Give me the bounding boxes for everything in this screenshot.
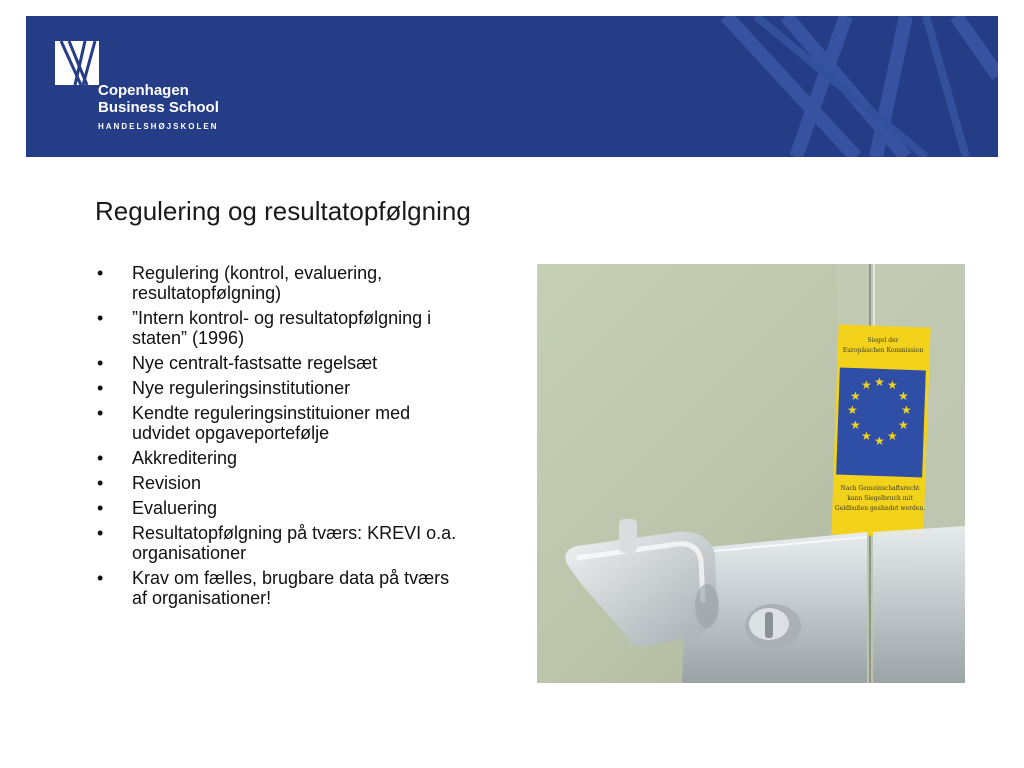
- list-item: [95, 448, 525, 468]
- bullet-text-line-1: Kendte reguleringsinstituioner med: [132, 403, 411, 423]
- door-handle-photo: [537, 264, 965, 683]
- svg-text:★: ★: [898, 389, 909, 403]
- bullet-marker: •: [97, 568, 104, 588]
- bullet-marker: •: [97, 498, 104, 518]
- bullet-text-line-1: Evaluering: [132, 498, 218, 518]
- list-item: [95, 473, 525, 493]
- bullet-list: [95, 263, 525, 613]
- svg-text:★: ★: [898, 418, 909, 432]
- cbs-logo-icon: [55, 41, 99, 85]
- logo-subline: HANDELSHØJSKOLEN: [98, 122, 219, 131]
- bullet-marker: •: [97, 448, 104, 468]
- sticker-bottom-line-2: kann Siegelbruch mit: [847, 495, 913, 502]
- sticker-bottom-line-3: Geldbußen geahndet werden.: [834, 505, 926, 512]
- logo-wordmark: [98, 82, 219, 116]
- list-item: [95, 378, 525, 398]
- bullet-marker: •: [97, 263, 104, 283]
- bullet-text-line-2: af organisationer!: [132, 588, 272, 608]
- svg-text:★: ★: [887, 378, 898, 392]
- eu-seal-sticker: [831, 324, 930, 537]
- list-item: [95, 308, 525, 348]
- list-item: [95, 263, 525, 303]
- bullet-text-line-2: staten” (1996): [132, 328, 245, 348]
- bullet-text-line-1: Nye reguleringsinstitutioner: [132, 378, 351, 398]
- svg-text:★: ★: [874, 375, 885, 389]
- bullet-marker: •: [97, 403, 104, 423]
- svg-text:★: ★: [861, 378, 872, 392]
- list-item: [95, 353, 525, 373]
- svg-text:★: ★: [847, 403, 858, 417]
- list-item: [95, 403, 525, 443]
- header-banner: [26, 16, 998, 157]
- list-item: [95, 498, 525, 518]
- list-item: [95, 568, 525, 608]
- list-item: [95, 523, 525, 563]
- bullet-marker: •: [97, 308, 104, 328]
- svg-text:★: ★: [887, 429, 898, 443]
- logo-line-2: Business School: [98, 99, 219, 116]
- svg-text:★: ★: [861, 429, 872, 443]
- bullet-text-line-1: Regulering (kontrol, evaluering,: [132, 263, 383, 283]
- bullet-text-line-1: Krav om fælles, brugbare data på tværs: [132, 568, 450, 588]
- bullet-text-line-1: Resultatopfølgning på tværs: KREVI o.a.: [132, 523, 457, 543]
- door-handle-illustration: [537, 264, 965, 683]
- bullet-text-line-1: ”Intern kontrol- og resultatopfølgning i: [132, 308, 432, 328]
- svg-text:★: ★: [874, 434, 885, 448]
- bullet-text-line-2: udvidet opgaveportefølje: [132, 423, 330, 443]
- bullet-text-line-1: Nye centralt-fastsatte regelsæt: [132, 353, 378, 373]
- svg-text:★: ★: [850, 418, 861, 432]
- bullet-text-line-1: Revision: [132, 473, 202, 493]
- bullet-marker: •: [97, 378, 104, 398]
- bullet-text-line-2: resultatopfølgning): [132, 283, 282, 303]
- bullet-text-line-1: Akkreditering: [132, 448, 238, 468]
- svg-text:★: ★: [850, 389, 861, 403]
- svg-text:★: ★: [901, 403, 912, 417]
- slide-title: Regulering og resultatopfølgning: [95, 196, 471, 226]
- bullet-text-line-2: organisationer: [132, 543, 247, 563]
- sticker-top-line-2: Europäischen Kommission: [842, 347, 924, 354]
- bullet-marker: •: [97, 353, 104, 373]
- sticker-top-line-1: Siegel der: [867, 337, 899, 344]
- bullet-marker: •: [97, 473, 104, 493]
- sticker-bottom-line-1: Nach Gemeinschaftsrecht: [840, 485, 920, 492]
- bullet-marker: •: [97, 523, 104, 543]
- logo-line-1: Copenhagen: [98, 82, 189, 99]
